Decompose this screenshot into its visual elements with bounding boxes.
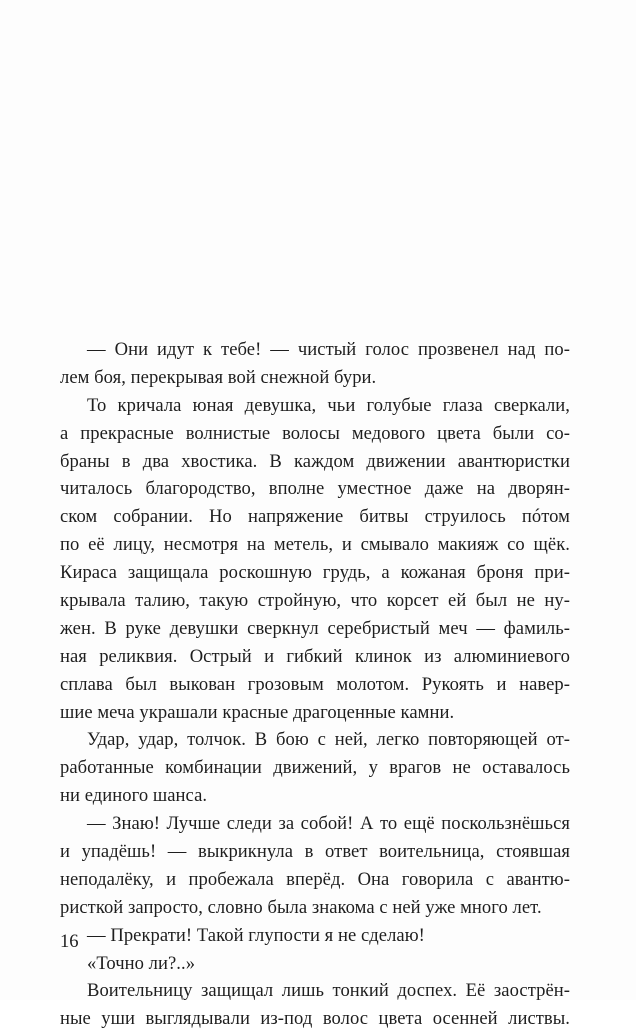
text-line: — Они идут к тебе! — чистый голос прозвенел над по- [87, 339, 570, 360]
text-line: шие меча украшали красные драгоценные камни. [60, 701, 455, 723]
text-line: жен. В руке девушки сверкнул серебристый меч — фамиль- [60, 617, 570, 639]
text-line: ни единого шанса. [60, 785, 208, 807]
text-line: ском собрании. Но напряжение битвы струилось пóтом [60, 506, 570, 528]
text-line: работанные комбинации движений, у врагов не оставалось [60, 757, 570, 779]
text-line: ные уши выглядывали из-под волос цвета осенней листвы. [60, 1008, 570, 1030]
text-line: и упадёшь! — выкрикнула в ответ воительница, стоявшая [60, 841, 570, 863]
text-line: крывала талию, такую стройную, что корсет ей был не ну- [60, 590, 570, 612]
text-line: браны в два хвостика. В каждом движении авантюристки [60, 450, 570, 472]
text-line: неподалёку, и пробежала вперёд. Она говорила с авантю- [60, 868, 570, 890]
text-line: лем боя, перекрывая вой снежной бури. [60, 366, 377, 388]
text-line: «Точно ли?..» [87, 952, 196, 974]
page-number: 16 [60, 931, 79, 952]
text-line: по её лицу, несмотря на метель, и смывало макияж со щёк. [60, 534, 570, 556]
text-line: сплава был выкован грозовым молотом. Рукоять и навер- [60, 673, 570, 695]
text-line: — Прекрати! Такой глупости я не сделаю! [87, 924, 425, 946]
text-line: Кираса защищала роскошную грудь, а кожаная броня при- [60, 562, 570, 584]
text-line: ристкой запросто, словно была знакома с ней уже много лет. [60, 896, 542, 918]
text-line: Удар, удар, толчок. В бою с ней, легко повторяющей от- [87, 729, 570, 751]
text-line: То кричала юная девушка, чьи голубые глаза сверкали, [87, 394, 570, 416]
text-line: — Знаю! Лучше следи за собой! А то ещё поскользнёшься [87, 813, 570, 835]
body-text [60, 336, 570, 1033]
text-line: ная реликвия. Острый и гибкий клинок из алюминиевого [60, 645, 570, 667]
text-line: Воительницу защищал лишь тонкий доспех. Её заострён- [87, 980, 570, 1002]
text-line: а прекрасные волнистые волосы медового цвета были со- [60, 422, 570, 444]
text-line: читалось благородство, вполне уместное даже на дворян- [60, 478, 570, 500]
